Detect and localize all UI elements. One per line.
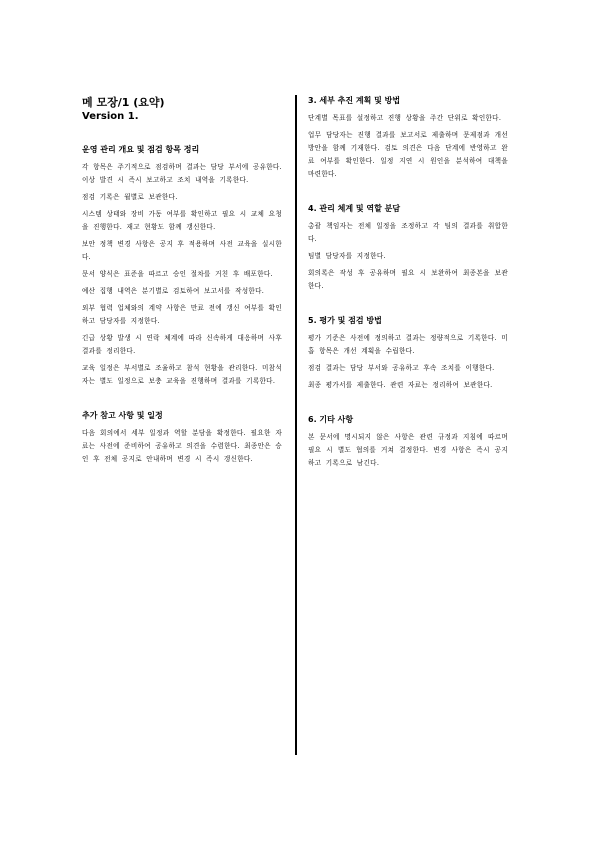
section-heading: 3. 세부 추진 계획 및 방법 (308, 96, 401, 105)
paragraph: 교육 일정은 부서별로 조율하고 참석 현황을 관리한다. 미참석자는 별도 일정으로 보충 교육을 진행하며 결과를 기록한다. (82, 364, 282, 385)
paragraph: 업무 담당자는 진행 결과를 보고서로 제출하며 문제점과 개선 방안을 함께 기재한다. 검토 의견은 다음 단계에 반영하고 완료 여부를 확인한다. 일정 지연 시 원인을 분석하여 대책을 마련한다. (308, 131, 508, 178)
section-heading: 운영 관리 개요 및 점검 항목 정리 (82, 145, 200, 154)
left-sections (82, 144, 282, 466)
paragraph: 평가 기준은 사전에 정의하고 결과는 정량적으로 기록한다. 미흡 항목은 개선 계획을 수립한다. (308, 334, 508, 355)
paragraph: 긴급 상황 발생 시 연락 체계에 따라 신속하게 대응하며 사후 결과를 정리한다. (82, 334, 282, 355)
paragraph: 총괄 책임자는 전체 일정을 조정하고 각 팀의 결과를 취합한다. (308, 222, 508, 243)
section (308, 203, 508, 293)
section (308, 414, 508, 470)
paragraph: 팀별 담당자를 지정한다. (308, 252, 386, 260)
paragraph: 문서 양식은 표준을 따르고 승인 절차를 거친 후 배포한다. (82, 270, 273, 278)
section-heading: 5. 평가 및 점검 방법 (308, 316, 382, 325)
column-divider (295, 95, 297, 755)
paragraph: 시스템 상태와 장비 가동 여부를 확인하고 필요 시 교체 요청을 진행한다. 재고 현황도 함께 갱신한다. (82, 210, 282, 231)
paragraph: 본 문서에 명시되지 않은 사항은 관련 규정과 지침에 따르며 필요 시 별도 협의를 거쳐 결정한다. 변경 사항은 즉시 공지하고 기록으로 남긴다. (308, 433, 508, 467)
paragraph: 단계별 목표를 설정하고 진행 상황을 주간 단위로 확인한다. (308, 114, 502, 122)
left-column (82, 95, 282, 488)
paragraph: 다음 회의에서 세부 일정과 역할 분담을 확정한다. 필요한 자료는 사전에 준비하여 공유하고 의견을 수렴한다. 최종안은 승인 후 전체 공지로 안내하며 변경 시 즉시 갱신한다. (82, 429, 282, 463)
paragraph: 보안 정책 변경 사항은 공지 후 적용하며 사전 교육을 실시한다. (82, 240, 282, 261)
section-heading: 추가 참고 사항 및 일정 (82, 411, 163, 420)
paragraph: 외부 협력 업체와의 계약 사항은 만료 전에 갱신 여부를 확인하고 담당자를 지정한다. (82, 304, 282, 325)
section (308, 315, 508, 392)
section (308, 95, 508, 181)
paragraph: 점검 기록은 월별로 보관한다. (82, 193, 178, 201)
right-column (308, 95, 508, 492)
paragraph: 회의록은 작성 후 공유하며 필요 시 보완하여 최종본을 보관한다. (308, 269, 508, 290)
section-heading: 6. 기타 사항 (308, 415, 354, 424)
section-heading: 4. 관리 체계 및 역할 분담 (308, 204, 401, 213)
section (82, 410, 282, 466)
document-title: 메 모장/1 (요약) (82, 96, 165, 109)
right-sections (308, 95, 508, 470)
paragraph: 예산 집행 내역은 분기별로 검토하여 보고서를 작성한다. (82, 287, 265, 295)
paragraph: 각 항목은 주기적으로 점검하며 결과는 담당 부서에 공유한다. 이상 발견 시 즉시 보고하고 조치 내역을 기록한다. (82, 163, 282, 184)
paragraph: 최종 평가서를 제출한다. 관련 자료는 정리하여 보관한다. (308, 381, 493, 389)
document-subtitle: Version 1. (82, 111, 139, 122)
paragraph: 점검 결과는 담당 부서와 공유하고 후속 조치를 이행한다. (308, 364, 495, 372)
section (82, 144, 282, 388)
